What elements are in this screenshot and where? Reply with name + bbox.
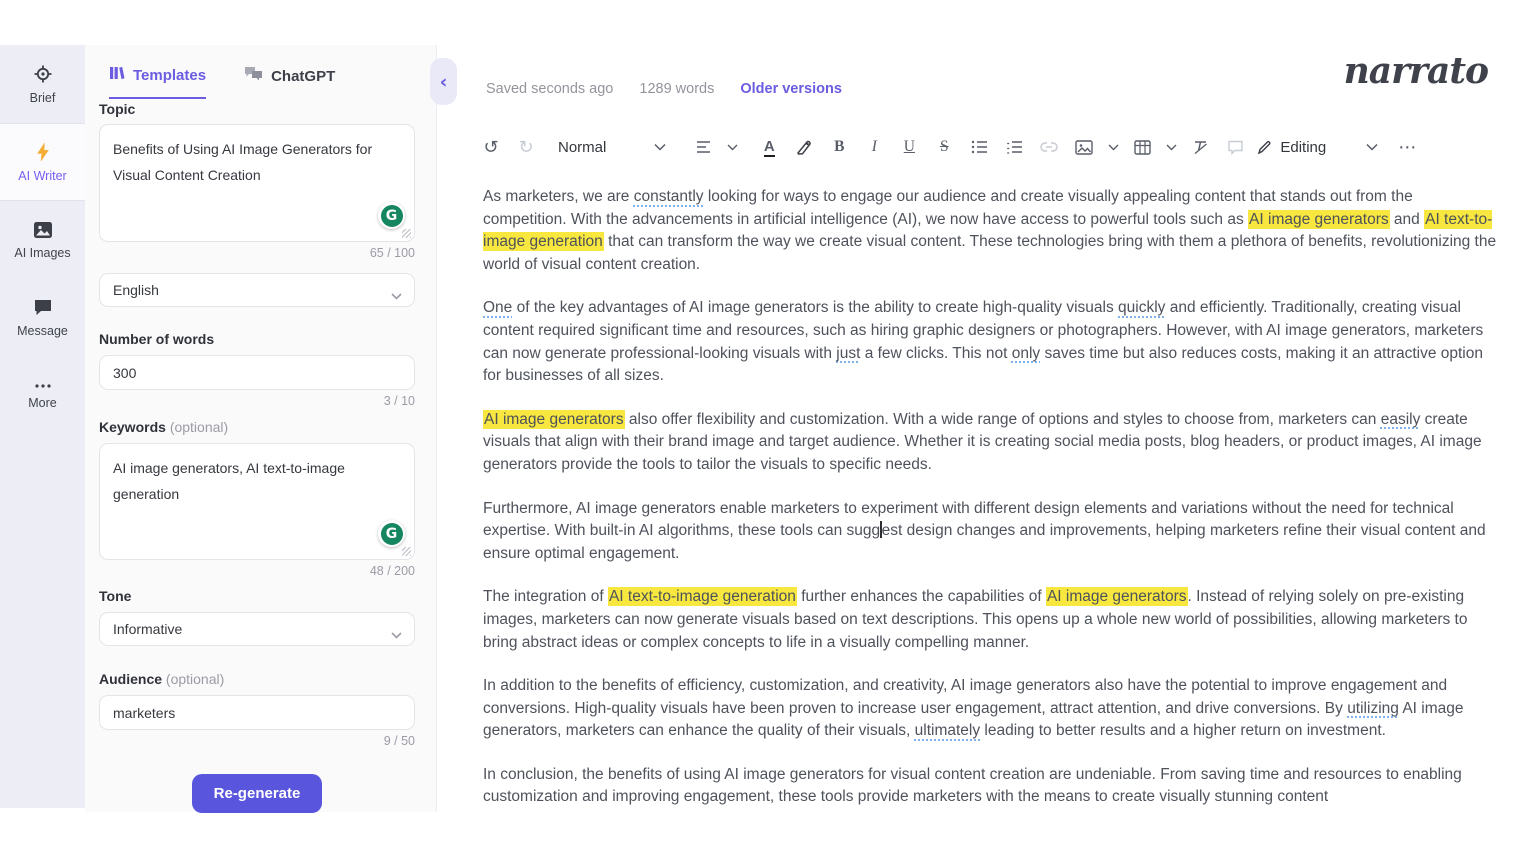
suggestion-underlined-text: One: [483, 299, 513, 317]
suggestion-underlined-text: easily: [1380, 410, 1421, 428]
word-count: 1289 words: [639, 81, 715, 97]
text-run: that can transform the way we create visual content. These technologies bring with them a plethora of benefits, revolutionizing the world of visual content creation.: [483, 233, 1497, 273]
sidebar-item-ai-images[interactable]: [0, 201, 85, 279]
underline-icon[interactable]: U: [903, 138, 915, 155]
language-value: English: [113, 282, 159, 298]
paragraph[interactable]: [483, 764, 1499, 809]
text-run: . Instead of relying solely on pre-existing images, marketers can now generate visuals based on text descriptions. This opens up a whole new world of possibilities, allowing marketers to bring abstract ideas or complex concepts to life in a visually compelling manner.: [483, 588, 1468, 651]
keywords-counter: 48 / 200: [369, 564, 415, 578]
align-icon[interactable]: [690, 133, 716, 161]
topic-label: Topic: [99, 101, 136, 117]
paragraph[interactable]: [483, 297, 1499, 387]
highlighter-icon[interactable]: [791, 133, 817, 161]
text-run: leading to better results and a higher return on investment.: [980, 722, 1386, 740]
sidebar-item-label: Message: [17, 324, 68, 338]
audience-label: Audience (optional): [99, 671, 225, 687]
strikethrough-icon[interactable]: S: [940, 138, 949, 155]
text-run: a few clicks. This not: [860, 344, 1012, 362]
text-run: AI image generators, marketers can enhance the quality of their visuals,: [483, 699, 1464, 740]
bold-icon[interactable]: B: [834, 138, 845, 155]
suggestion-underlined-text: constantly: [633, 188, 704, 205]
text-run: As marketers, we are: [483, 188, 634, 205]
editor-statusbar: [486, 81, 842, 97]
redo-icon[interactable]: ↻: [518, 136, 534, 158]
language-select[interactable]: [99, 273, 415, 307]
topic-field-box: [99, 124, 415, 242]
sidebar-item-more[interactable]: [0, 357, 85, 435]
chevron-down-icon[interactable]: [1359, 133, 1385, 161]
sidebar-item-label: More: [28, 395, 57, 410]
chevron-down-icon[interactable]: [1164, 133, 1178, 161]
narrato-logo: narrato: [1343, 50, 1488, 92]
link-icon[interactable]: [1036, 133, 1062, 161]
tab-label: Templates: [133, 66, 207, 84]
highlighted-text: AI image generators: [1046, 588, 1187, 606]
words-input[interactable]: [100, 356, 414, 389]
text-run: In conclusion, the benefits of using AI image generators for visual content creation are undeniable. From saving time and resources to enabling customization and improving engagement, these tools provide marketers with the means to create visually stunning content: [483, 765, 1462, 806]
text-color-icon[interactable]: A: [763, 137, 775, 155]
resize-handle-icon[interactable]: [402, 229, 411, 238]
text-run: est design changes and improvements, helping marketers refine their visual content and ensure optimal engagement.: [483, 522, 1486, 562]
sidebar-item-message[interactable]: [0, 279, 85, 357]
suggestion-underlined-text: just: [836, 344, 861, 362]
words-label: Number of words: [99, 331, 215, 347]
more-options-icon[interactable]: ⋯: [1398, 136, 1417, 158]
clear-formatting-icon[interactable]: [1187, 133, 1213, 161]
regenerate-button[interactable]: Re-generate: [192, 774, 323, 813]
audience-field-box: [99, 695, 415, 730]
suggestion-underlined-text: only: [1011, 344, 1041, 362]
document-body[interactable]: [483, 186, 1499, 830]
paragraph[interactable]: [483, 675, 1499, 743]
comment-icon[interactable]: [1222, 133, 1248, 161]
grammarly-icon[interactable]: G: [378, 520, 405, 547]
editing-mode-dropdown[interactable]: Editing: [1257, 133, 1328, 161]
numbered-list-icon[interactable]: [1001, 133, 1027, 161]
suggestion-underlined-text: utilizing: [1347, 699, 1399, 717]
tone-select[interactable]: [99, 612, 415, 646]
words-counter: 3 / 10: [383, 394, 415, 408]
suggestion-underlined-text: ultimately: [914, 722, 981, 740]
text-run: also offer flexibility and customization. With a wide range of options and styles to choose from, marketers can: [624, 410, 1381, 428]
text-run: saves time but also reduces costs, making it an attractive option for businesses of all sizes.: [483, 344, 1483, 385]
chevron-down-icon: [391, 626, 402, 642]
tone-label: Tone: [99, 588, 132, 604]
keywords-input[interactable]: [100, 444, 414, 536]
highlighted-text: AI image generators: [484, 410, 624, 428]
ai-writer-panel: [85, 45, 437, 812]
tone-value: Informative: [113, 621, 183, 637]
keywords-label: Keywords (optional): [99, 419, 229, 435]
insert-image-icon[interactable]: [1071, 133, 1097, 161]
suggestion-underlined-text: quickly: [1118, 299, 1166, 317]
tab-templates[interactable]: [109, 59, 206, 99]
lightning-icon: [34, 142, 52, 162]
text-run: further enhances the capabilities of: [796, 588, 1046, 606]
text-run: looking for ways to engage our audience and create visually appealing content that stands out from the competition. With the advancements in artificial intelligence (AI), we now have access to powerful tools such as: [483, 188, 1413, 228]
italic-icon[interactable]: I: [871, 138, 877, 155]
bullet-list-icon[interactable]: [966, 133, 992, 161]
highlighted-text: AI image generators: [1249, 210, 1389, 228]
text-run: of the key advantages of AI image generators is the ability to create high-quality visuals: [512, 299, 1119, 317]
text-run: The integration of: [483, 588, 608, 606]
older-versions-link[interactable]: Older versions: [740, 81, 842, 97]
editor-area: [460, 0, 1536, 864]
resize-handle-icon[interactable]: [402, 547, 411, 556]
tab-label: ChatGPT: [271, 67, 336, 85]
panel-tabs: [99, 59, 415, 99]
tab-chatgpt[interactable]: [244, 60, 335, 98]
paragraph[interactable]: [483, 409, 1499, 477]
collapse-panel-button[interactable]: ‹: [430, 58, 457, 105]
audience-input[interactable]: [100, 696, 414, 729]
sidebar-item-label: AI Images: [14, 245, 71, 260]
words-field-box: [99, 355, 415, 390]
paragraph[interactable]: [483, 498, 1499, 566]
message-icon: [33, 298, 53, 317]
text-run: and: [1389, 210, 1425, 228]
text-run: and efficiently. Traditionally, creating visual content required significant time and resources, such as hiring graphic designers or photographers. However, with AI image generators, marketers can now generate professional-looking visuals with: [483, 299, 1484, 362]
save-status: Saved seconds ago: [486, 81, 614, 97]
ellipsis-icon: [33, 383, 53, 389]
highlighted-text: AI text-to-image generation: [483, 210, 1493, 251]
chevron-down-icon: [391, 287, 402, 303]
chevron-down-icon[interactable]: [647, 133, 673, 161]
text-run: Furthermore, AI image generators enable marketers to experiment with different design elements and variations without the need for technical expertise. With built-in AI algorithms, these tools can sugg: [483, 499, 1454, 540]
editor-toolbar: [478, 131, 1429, 163]
undo-icon[interactable]: ↺: [483, 136, 499, 158]
sidebar-item-label: AI Writer: [18, 168, 67, 183]
chevron-down-icon[interactable]: [1106, 133, 1120, 161]
templates-icon: [109, 65, 125, 85]
nav-sidebar: [0, 45, 85, 808]
paragraph[interactable]: [483, 186, 1499, 276]
text-run: In addition to the benefits of efficiency, customization, and creativity, AI image generators also have the potential to improve engagement and conversions. High-quality visuals have been proven to increase user engagement, attract attention, and drive conversions. By: [483, 677, 1448, 717]
sidebar-item-ai-writer[interactable]: [0, 123, 85, 201]
topic-counter: 65 / 100: [369, 246, 415, 260]
chat-bubbles-icon: [244, 66, 263, 86]
image-icon: [33, 221, 53, 239]
audience-counter: 9 / 50: [383, 734, 415, 748]
keywords-field-box: [99, 443, 415, 560]
paragraph-style-dropdown[interactable]: Normal: [558, 138, 607, 156]
table-icon[interactable]: [1129, 133, 1155, 161]
text-run: create visuals that align with their brand image and target audience. Whether it is creating social media posts, blog headers, or product images, AI image generators provide the tools to tailor the visuals to specific needs.: [483, 410, 1482, 473]
paragraph[interactable]: [483, 586, 1499, 654]
chevron-down-icon[interactable]: [725, 133, 739, 161]
target-icon: [33, 64, 53, 84]
topic-input[interactable]: [100, 125, 414, 217]
sidebar-item-label: Brief: [29, 90, 56, 105]
highlighted-text: AI text-to-image generation: [608, 588, 796, 606]
sidebar-item-brief[interactable]: [0, 45, 85, 123]
grammarly-icon[interactable]: G: [378, 202, 405, 229]
